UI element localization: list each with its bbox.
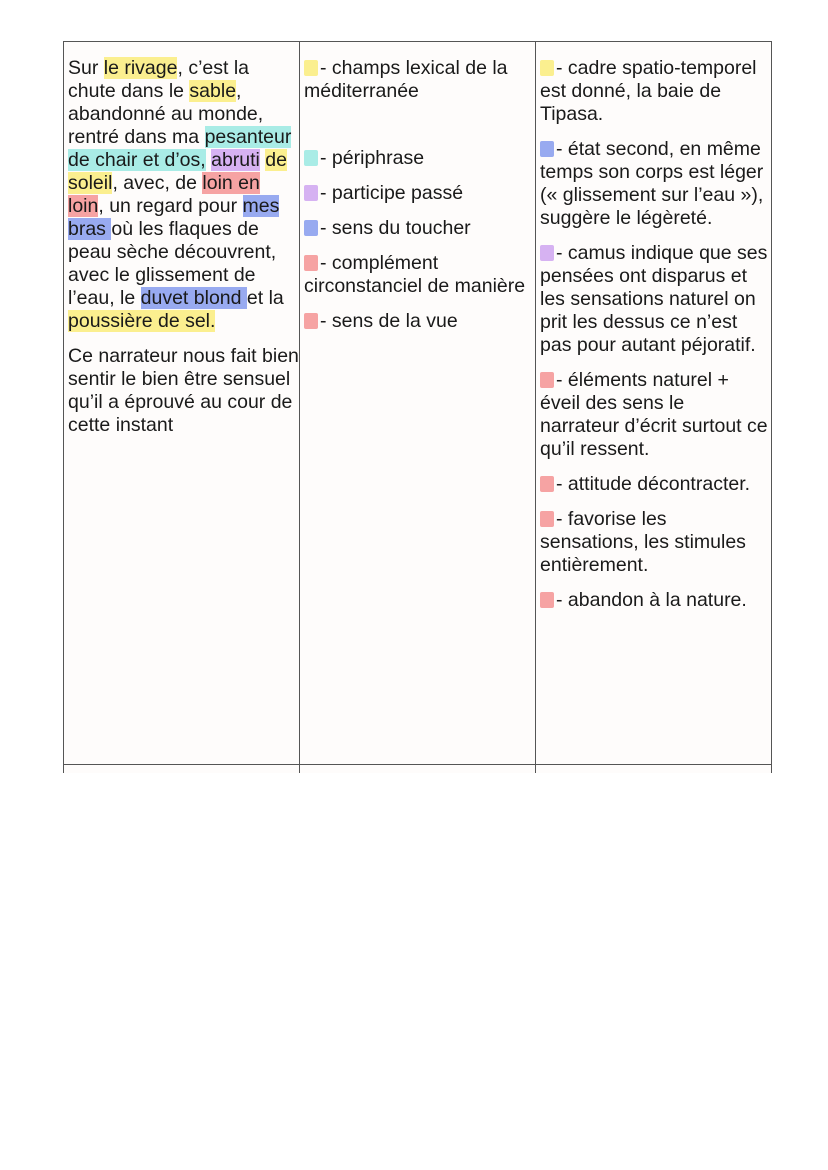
list-item: - éléments naturel + éveil des sens le narrateur d’écrit surtout ce qu’il ressent. bbox=[540, 369, 768, 460]
analysis-table bbox=[63, 41, 772, 773]
highlight-soleil: de soleil bbox=[68, 149, 287, 194]
marker-yellow bbox=[304, 60, 318, 76]
list-item: - attitude décontracter. bbox=[540, 473, 768, 496]
column-text bbox=[68, 57, 300, 437]
marker-red bbox=[540, 372, 554, 388]
list-item: - cadre spatio-temporel est donné, la baie de Tipasa. bbox=[540, 57, 757, 125]
marker-blue bbox=[540, 141, 554, 157]
table-left-border bbox=[63, 41, 64, 773]
marker-red bbox=[540, 511, 554, 527]
list-item: - participe passé bbox=[304, 182, 536, 205]
marker-red bbox=[540, 592, 554, 608]
marker-cyan bbox=[304, 150, 318, 166]
marker-purple bbox=[540, 245, 554, 261]
table-top-border bbox=[63, 41, 772, 42]
list-item: - sens de la vue bbox=[304, 310, 536, 333]
table-right-border bbox=[771, 41, 772, 773]
highlight-sable: sable bbox=[189, 80, 237, 102]
list-item: - favorise les sensations, les stimules entièrement. bbox=[540, 508, 746, 576]
column-interpretations bbox=[540, 57, 768, 624]
highlight-bras: mes bras bbox=[68, 195, 280, 240]
highlight-pesanteur: pesanteur de chair et d’os, bbox=[68, 126, 292, 171]
marker-blue bbox=[304, 220, 318, 236]
list-item: - champs lexical de la méditerranée bbox=[304, 57, 508, 102]
highlight-duvet: duvet blond bbox=[140, 287, 247, 309]
commentary-paragraph: Ce narrateur nous fait bien sentir le bien être sensuel qu’il a éprouvé au cour de cette instant bbox=[68, 345, 299, 436]
list-item: - abandon à la nature. bbox=[540, 589, 768, 612]
column-procedes bbox=[304, 57, 536, 333]
table-row-divider bbox=[63, 764, 772, 765]
marker-red bbox=[304, 255, 318, 271]
list-item: - sens du toucher bbox=[304, 217, 536, 240]
marker-red bbox=[540, 476, 554, 492]
list-item: - périphrase bbox=[304, 147, 536, 170]
highlight-rivage: le rivage bbox=[103, 57, 178, 79]
quote-paragraph: Sur le rivage, c’est la chute dans le sable, abandonné au monde, rentré dans ma pesanteur de chair et d’os, abruti de soleil, avec, de loin en loin, un regard pour mes bras où les flaques de peau sèche découvrent, avec le glissement de l’eau, le duvet blond et la poussière de sel. bbox=[68, 57, 292, 332]
highlight-abruti: abruti bbox=[211, 149, 260, 171]
list-item: - camus indique que ses pensées ont disparus et les sensations naturel on prit les dessus ce n’est pas pour autant péjoratif. bbox=[540, 242, 768, 356]
list-item: - état second, en même temps son corps est léger (« glissement sur l’eau »), suggère le légèreté. bbox=[540, 138, 764, 229]
marker-yellow bbox=[540, 60, 554, 76]
highlight-loin: loin en loin bbox=[68, 172, 260, 217]
marker-purple bbox=[304, 185, 318, 201]
list-item: - complément circonstanciel de manière bbox=[304, 252, 526, 297]
marker-red bbox=[304, 313, 318, 329]
highlight-poussiere: poussière de sel. bbox=[68, 310, 216, 332]
